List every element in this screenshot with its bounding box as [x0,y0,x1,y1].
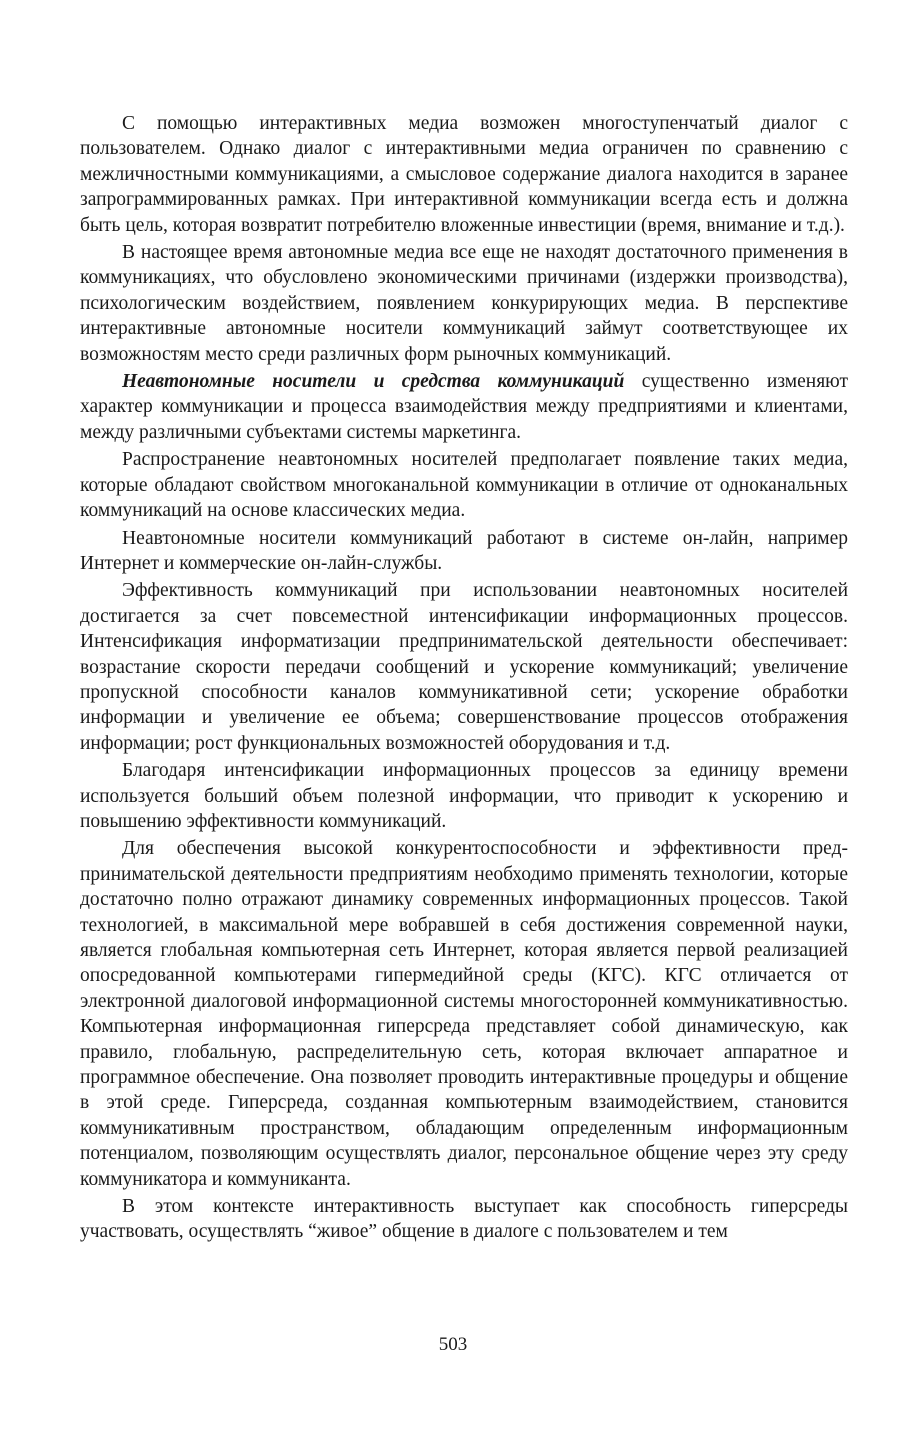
body-text [80,111,848,1247]
paragraph-2: В настоящее время автономные медиа все еще не находят достаточного применения в коммуникациях, что обусловлено экономическими причинами (издержки производства), психологическим воздействием, появлением конкурирующих медиа. В перспективе интерактивные автономные носители коммуникаций займут соответствующее их возможностям место среди различных форм рыночных коммуникаций. [80,242,848,365]
paragraph-8: Для обеспечения высокой конкурентоспособности и эффективности предпринимательской деятельности предприятиям необходимо применять технологии, которые достаточно полно отражают динамику современных информационных процессов. Такой технологией, в максимальной мере вобравшей в себя достижения современной науки, является глобальная компьютерная сеть Интернет, которая является первой реализацией опосредованной компьютерами гипермедийной среды (КГС). КГС отличается от электронной диалоговой информационной системы многосторонней коммуникативностью. Компьютерная информационная гиперсреда представляет собой динамическую, как правило, глобальную, распределительную сеть, которая включает аппаратное и программное обеспечение. Она позволяет проводить интерактивные процедуры и общение в этой среде. Гиперсреда, созданная компьютерным взаимодействием, становится коммуникативным пространством, обладающим определенным информационным потенциалом, позволяющим осуществлять диалог, персональное общение через эту среду коммуникатора и коммуниканта. [80,838,848,1190]
paragraph-3: Неавтономные носители и средства коммуникаций существенно изменяют характер коммуникации и процесса взаимодействия между предприятиями и клиентами, между различными субъектами системы маркетинга. [80,371,848,443]
paragraph-4: Распространение неавтономных носителей предполагает появление таких медиа, которые обладают свойством многоканальной коммуникации в отличие от одноканальных коммуникаций на основе классических медиа. [80,449,848,522]
paragraph-6: Эффективность коммуникаций при использовании неавтономных носителей достигается за счет повсеместной интенсификации информационных процессов. Интенсификация информатизации предпринимательской деятельности обеспечивает: возрастание скорости передачи сообщений и ускорение коммуникаций; увеличение пропускной способности каналов коммуникативной сети; ускорение обработки информации и увеличение ее объема; совершенствование процессов отображения информации; рост функциональных возможностей оборудования и т.д. [80,580,848,754]
paragraph-9: В этом контексте интерактивность выступает как способность гиперсреды участвовать, осуществлять “живое” общение в диалоге с пользователем и тем [80,1196,848,1243]
paragraph-7: Благодаря интенсификации информационных процессов за единицу времени используется больший объем полезной информации, что приводит к ускорению и повышению эффективности коммуникаций. [80,760,848,832]
paragraph-lead-term: Неавтономные носители и средства коммуникаций [122,371,625,393]
paragraph-5: Неавтономные носители коммуникаций работают в системе он-лайн, например Интернет и коммерческие он-лайн-службы. [80,527,848,574]
paragraph-1: С помощью интерактивных медиа возможен многоступенчатый диалог с пользователем. Однако диалог с интерактивными медиа ограничен по сравнению с межличностными коммуникациями, а смысловое содержание диалога находится в заранее запрограммированных рамках. При интерактивной коммуникации всегда есть и должна быть цель, которая возвратит потребителю вложенные инвестиции (время, внимание и т.д.). [80,113,848,236]
page-number: 503 [438,1334,468,1355]
